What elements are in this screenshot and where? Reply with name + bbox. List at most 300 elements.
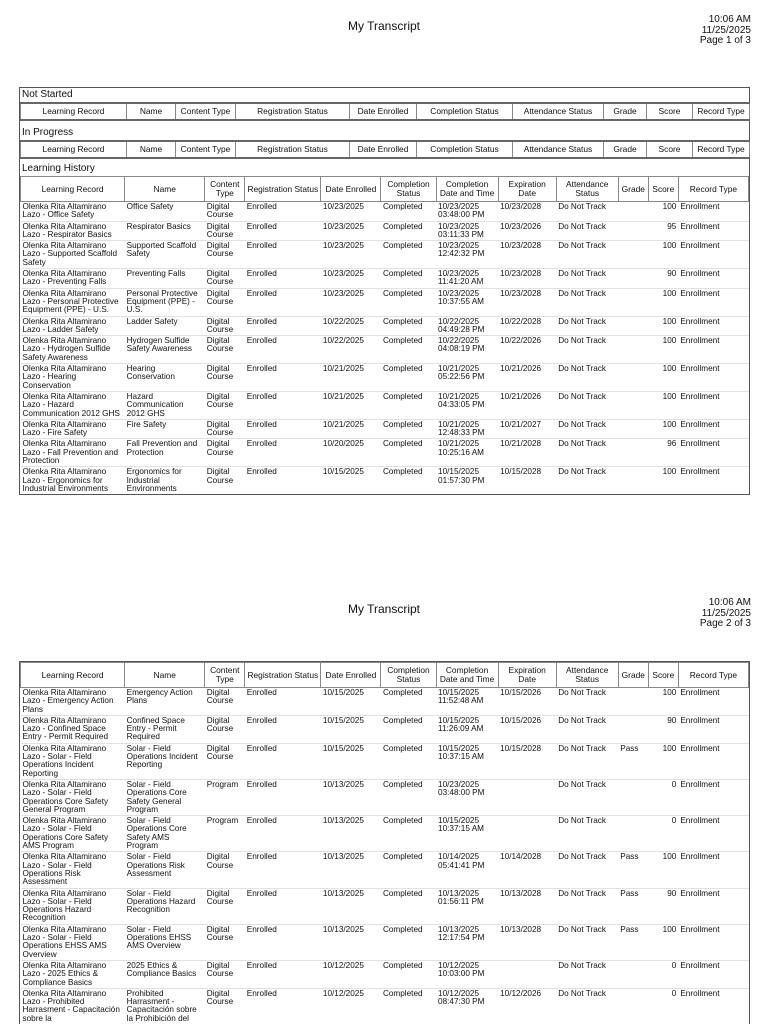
score-cell: 100 xyxy=(648,467,678,494)
header-score[interactable]: Score xyxy=(647,103,693,120)
table-row[interactable] xyxy=(21,419,749,439)
expiration-date-cell: 10/21/2027 xyxy=(498,419,556,439)
expiration-date-cell: 10/15/2028 xyxy=(498,743,556,779)
content-type-cell: Program xyxy=(205,779,245,815)
header-record-type[interactable]: Record Type xyxy=(678,177,748,202)
page-number: Page 2 of 3 xyxy=(699,618,751,629)
date-enrolled-cell: 10/22/2025 xyxy=(321,336,381,364)
completion-status-cell: Completed xyxy=(381,439,436,467)
header-date-enrolled[interactable]: Date Enrolled xyxy=(321,177,381,202)
table-row[interactable] xyxy=(21,221,749,241)
name-cell: Solar - Field Operations EHSS AMS Overview xyxy=(125,924,205,960)
header-learning-record[interactable]: Learning Record xyxy=(21,103,127,120)
content-type-cell: Digital Course xyxy=(205,467,245,494)
grade-cell xyxy=(618,988,648,1024)
date-enrolled-cell: 10/13/2025 xyxy=(321,888,381,924)
learning-record-cell: Olenka Rita Altamirano Lazo - Hydrogen Sulfide Safety Awareness xyxy=(21,336,125,364)
score-cell: 100 xyxy=(648,852,678,888)
date-enrolled-cell: 10/23/2025 xyxy=(321,288,381,316)
table-row[interactable] xyxy=(21,241,749,269)
not-started-table xyxy=(20,102,750,121)
date-enrolled-cell: 10/23/2025 xyxy=(321,202,381,222)
completion-date-cell: 10/23/2025 03:11:33 PM xyxy=(436,221,498,241)
score-cell: 100 xyxy=(648,202,678,222)
header-attendance-status[interactable]: Attendance Status xyxy=(513,141,604,158)
header-record-type[interactable]: Record Type xyxy=(693,141,750,158)
expiration-date-cell: 10/14/2028 xyxy=(498,852,556,888)
attendance-status-cell: Do Not Track xyxy=(556,888,618,924)
registration-status-cell: Enrolled xyxy=(245,988,321,1024)
grade-cell xyxy=(618,241,648,269)
page-meta xyxy=(700,598,751,630)
name-cell: Personal Protective Equipment (PPE) - U.S. xyxy=(125,288,205,316)
grade-cell xyxy=(618,202,648,222)
page-number: Page 1 of 3 xyxy=(699,35,751,46)
registration-status-cell: Enrolled xyxy=(245,816,321,852)
completion-status-cell: Completed xyxy=(381,364,436,392)
record-type-cell: Enrollment xyxy=(678,715,748,743)
completion-date-cell: 10/22/2025 04:08:19 PM xyxy=(436,336,498,364)
record-type-cell: Enrollment xyxy=(678,779,748,815)
content-type-cell: Digital Course xyxy=(205,336,245,364)
score-cell: 90 xyxy=(648,269,678,289)
header-learning-record[interactable]: Learning Record xyxy=(21,177,125,202)
score-cell: 100 xyxy=(648,364,678,392)
table-row[interactable] xyxy=(21,202,749,222)
record-type-cell: Enrollment xyxy=(678,988,748,1024)
score-cell: 0 xyxy=(648,988,678,1024)
name-cell: Hydrogen Sulfide Safety Awareness xyxy=(125,336,205,364)
table-row[interactable] xyxy=(21,852,749,888)
completion-status-cell: Completed xyxy=(381,960,436,988)
completion-status-cell: Completed xyxy=(381,924,436,960)
not-started-header-row xyxy=(21,103,750,120)
content-type-cell: Digital Course xyxy=(205,202,245,222)
header-attendance-status[interactable]: Attendance Status xyxy=(513,103,604,120)
header-registration-status[interactable]: Registration Status xyxy=(236,103,350,120)
score-cell: 100 xyxy=(648,316,678,336)
table-row[interactable] xyxy=(21,888,749,924)
record-type-cell: Enrollment xyxy=(678,688,748,716)
header-learning-record[interactable]: Learning Record xyxy=(21,141,127,158)
header-content-type[interactable]: Content Type xyxy=(205,663,245,688)
content-type-cell: Digital Course xyxy=(205,715,245,743)
registration-status-cell: Enrolled xyxy=(245,364,321,392)
completion-date-cell: 10/13/2025 12:17:54 PM xyxy=(436,924,498,960)
record-type-cell: Enrollment xyxy=(678,467,748,494)
section-learning-history: Learning History xyxy=(22,163,95,174)
score-cell: 100 xyxy=(648,336,678,364)
attendance-status-cell: Do Not Track xyxy=(556,241,618,269)
grade-cell: Pass xyxy=(618,743,648,779)
registration-status-cell: Enrolled xyxy=(245,241,321,269)
content-type-cell: Digital Course xyxy=(205,688,245,716)
content-type-cell: Digital Course xyxy=(205,960,245,988)
content-type-cell: Digital Course xyxy=(205,391,245,419)
completion-date-cell: 10/13/2025 01:56:11 PM xyxy=(436,888,498,924)
content-type-cell: Digital Course xyxy=(205,221,245,241)
name-cell: Hazard Communication 2012 GHS xyxy=(125,391,205,419)
completion-date-cell: 10/15/2025 10:37:15 AM xyxy=(436,743,498,779)
header-content-type[interactable]: Content Type xyxy=(176,103,236,120)
score-cell: 90 xyxy=(648,715,678,743)
header-grade[interactable]: Grade xyxy=(604,141,647,158)
completion-date-cell: 10/23/2025 03:48:00 PM xyxy=(436,779,498,815)
record-type-cell: Enrollment xyxy=(678,960,748,988)
attendance-status-cell: Do Not Track xyxy=(556,391,618,419)
score-cell: 96 xyxy=(648,439,678,467)
header-attendance-status[interactable]: Attendance Status xyxy=(556,177,618,202)
completion-date-cell: 10/12/2025 10:03:00 PM xyxy=(436,960,498,988)
in-progress-header-row xyxy=(21,141,750,158)
name-cell: Solar - Field Operations Core Safety AMS Program xyxy=(125,816,205,852)
learning-record-cell: Olenka Rita Altamirano Lazo - Prohibited Harrasment - Capacitación sobre la xyxy=(21,988,125,1024)
transcript-sections-page-2 xyxy=(19,661,750,1024)
attendance-status-cell: Do Not Track xyxy=(556,316,618,336)
page-1-header xyxy=(0,0,768,60)
header-grade[interactable]: Grade xyxy=(604,103,647,120)
registration-status-cell: Enrolled xyxy=(245,439,321,467)
date-enrolled-cell: 10/23/2025 xyxy=(321,269,381,289)
header-grade[interactable]: Grade xyxy=(618,663,648,688)
date-enrolled-cell: 10/21/2025 xyxy=(321,364,381,392)
completion-status-cell: Completed xyxy=(381,988,436,1024)
name-cell: Supported Scaffold Safety xyxy=(125,241,205,269)
print-date: 11/25/2025 xyxy=(701,24,751,36)
print-date: 11/25/2025 xyxy=(701,607,751,619)
score-cell: 100 xyxy=(648,688,678,716)
expiration-date-cell: 10/23/2028 xyxy=(498,241,556,269)
date-enrolled-cell: 10/15/2025 xyxy=(321,743,381,779)
name-cell: Hearing Conservation xyxy=(125,364,205,392)
table-row[interactable] xyxy=(21,924,749,960)
learning-history-table-continued xyxy=(20,662,749,1024)
page-title: My Transcript xyxy=(347,19,420,33)
date-enrolled-cell: 10/13/2025 xyxy=(321,816,381,852)
name-cell: Solar - Field Operations Incident Reporting xyxy=(125,743,205,779)
expiration-date-cell: 10/21/2028 xyxy=(498,439,556,467)
header-score[interactable]: Score xyxy=(648,177,678,202)
record-type-cell: Enrollment xyxy=(678,316,748,336)
attendance-status-cell: Do Not Track xyxy=(556,202,618,222)
header-record-type[interactable]: Record Type xyxy=(693,103,750,120)
completion-status-cell: Completed xyxy=(381,241,436,269)
learning-record-cell: Olenka Rita Altamirano Lazo - Respirator Basics xyxy=(21,221,125,241)
attendance-status-cell: Do Not Track xyxy=(556,221,618,241)
header-completion-status[interactable]: Completion Status xyxy=(417,141,513,158)
attendance-status-cell: Do Not Track xyxy=(556,816,618,852)
transcript-sections-page-1 xyxy=(19,87,750,495)
grade-cell xyxy=(618,688,648,716)
header-completion-status[interactable]: Completion Status xyxy=(417,103,513,120)
section-in-progress: In Progress xyxy=(22,127,74,138)
content-type-cell: Digital Course xyxy=(205,316,245,336)
completion-status-cell: Completed xyxy=(381,288,436,316)
header-completion-status[interactable]: Completion Status xyxy=(381,177,436,202)
header-date-enrolled[interactable]: Date Enrolled xyxy=(321,663,381,688)
completion-date-cell: 10/15/2025 01:57:30 PM xyxy=(436,467,498,494)
completion-status-cell: Completed xyxy=(381,688,436,716)
record-type-cell: Enrollment xyxy=(678,743,748,779)
date-enrolled-cell: 10/23/2025 xyxy=(321,241,381,269)
header-grade[interactable]: Grade xyxy=(618,177,648,202)
registration-status-cell: Enrolled xyxy=(245,715,321,743)
completion-date-cell: 10/22/2025 04:49:28 PM xyxy=(436,316,498,336)
header-attendance-status[interactable]: Attendance Status xyxy=(556,663,618,688)
completion-status-cell: Completed xyxy=(381,467,436,494)
score-cell: 100 xyxy=(648,288,678,316)
header-name[interactable]: Name xyxy=(127,103,176,120)
completion-status-cell: Completed xyxy=(381,743,436,779)
completion-date-cell: 10/23/2025 10:37:55 AM xyxy=(436,288,498,316)
record-type-cell: Enrollment xyxy=(678,816,748,852)
grade-cell xyxy=(618,715,648,743)
print-time: 10:06 AM xyxy=(708,597,751,608)
record-type-cell: Enrollment xyxy=(678,852,748,888)
grade-cell: Pass xyxy=(618,888,648,924)
expiration-date-cell: 10/21/2026 xyxy=(498,364,556,392)
completion-status-cell: Completed xyxy=(381,202,436,222)
header-learning-record[interactable]: Learning Record xyxy=(21,663,125,688)
name-cell: Fire Safety xyxy=(125,419,205,439)
completion-status-cell: Completed xyxy=(381,816,436,852)
score-cell: 100 xyxy=(648,391,678,419)
name-cell: Ladder Safety xyxy=(125,316,205,336)
table-row[interactable] xyxy=(21,688,749,716)
name-cell: 2025 Ethics & Compliance Basics xyxy=(125,960,205,988)
grade-cell xyxy=(618,391,648,419)
expiration-date-cell: 10/23/2028 xyxy=(498,269,556,289)
header-expiration-date[interactable]: Expiration Date xyxy=(498,663,556,688)
grade-cell xyxy=(618,467,648,494)
date-enrolled-cell: 10/13/2025 xyxy=(321,779,381,815)
score-cell: 95 xyxy=(648,221,678,241)
score-cell: 0 xyxy=(648,960,678,988)
record-type-cell: Enrollment xyxy=(678,924,748,960)
learning-history-header-row xyxy=(21,177,749,202)
table-row[interactable] xyxy=(21,467,749,494)
header-registration-status[interactable]: Registration Status xyxy=(236,141,350,158)
header-record-type[interactable]: Record Type xyxy=(678,663,748,688)
header-name[interactable]: Name xyxy=(125,663,205,688)
completion-status-cell: Completed xyxy=(381,852,436,888)
registration-status-cell: Enrolled xyxy=(245,316,321,336)
header-score[interactable]: Score xyxy=(647,141,693,158)
header-name[interactable]: Name xyxy=(125,177,205,202)
registration-status-cell: Enrolled xyxy=(245,924,321,960)
expiration-date-cell: 10/22/2026 xyxy=(498,336,556,364)
content-type-cell: Digital Course xyxy=(205,439,245,467)
registration-status-cell: Enrolled xyxy=(245,960,321,988)
attendance-status-cell: Do Not Track xyxy=(556,960,618,988)
name-cell: Ergonomics for Industrial Environments xyxy=(125,467,205,494)
learning-record-cell: Olenka Rita Altamirano Lazo - Fire Safety xyxy=(21,419,125,439)
date-enrolled-cell: 10/13/2025 xyxy=(321,852,381,888)
table-row[interactable] xyxy=(21,364,749,392)
table-row[interactable] xyxy=(21,779,749,815)
table-row[interactable] xyxy=(21,336,749,364)
record-type-cell: Enrollment xyxy=(678,336,748,364)
expiration-date-cell: 10/12/2026 xyxy=(498,988,556,1024)
learning-record-cell: Olenka Rita Altamirano Lazo - Solar - Field Operations Hazard Recognition xyxy=(21,888,125,924)
header-completion-date[interactable]: Completion Date and Time xyxy=(436,177,498,202)
section-not-started: Not Started xyxy=(22,89,73,100)
learning-record-cell: Olenka Rita Altamirano Lazo - 2025 Ethics & Compliance Basics xyxy=(21,960,125,988)
learning-record-cell: Olenka Rita Altamirano Lazo - Ladder Safety xyxy=(21,316,125,336)
record-type-cell: Enrollment xyxy=(678,269,748,289)
table-row[interactable] xyxy=(21,439,749,467)
registration-status-cell: Enrolled xyxy=(245,688,321,716)
in-progress-table xyxy=(20,140,750,159)
expiration-date-cell xyxy=(498,816,556,852)
header-expiration-date[interactable]: Expiration Date xyxy=(498,177,556,202)
grade-cell xyxy=(618,288,648,316)
content-type-cell: Digital Course xyxy=(205,269,245,289)
registration-status-cell: Enrolled xyxy=(245,779,321,815)
score-cell: 0 xyxy=(648,816,678,852)
record-type-cell: Enrollment xyxy=(678,391,748,419)
content-type-cell: Digital Course xyxy=(205,743,245,779)
table-row[interactable] xyxy=(21,816,749,852)
name-cell: Fall Prevention and Protection xyxy=(125,439,205,467)
grade-cell xyxy=(618,364,648,392)
completion-date-cell: 10/14/2025 05:41:41 PM xyxy=(436,852,498,888)
completion-date-cell: 10/15/2025 11:52:48 AM xyxy=(436,688,498,716)
expiration-date-cell xyxy=(498,960,556,988)
name-cell: Solar - Field Operations Hazard Recognition xyxy=(125,888,205,924)
attendance-status-cell: Do Not Track xyxy=(556,779,618,815)
grade-cell xyxy=(618,960,648,988)
table-row[interactable] xyxy=(21,743,749,779)
attendance-status-cell: Do Not Track xyxy=(556,364,618,392)
completion-date-cell: 10/23/2025 11:41:20 AM xyxy=(436,269,498,289)
date-enrolled-cell: 10/20/2025 xyxy=(321,439,381,467)
date-enrolled-cell: 10/15/2025 xyxy=(321,467,381,494)
date-enrolled-cell: 10/12/2025 xyxy=(321,960,381,988)
completion-date-cell: 10/21/2025 05:22:56 PM xyxy=(436,364,498,392)
learning-record-cell: Olenka Rita Altamirano Lazo - Hearing Conservation xyxy=(21,364,125,392)
learning-record-cell: Olenka Rita Altamirano Lazo - Hazard Communication 2012 GHS xyxy=(21,391,125,419)
table-row[interactable] xyxy=(21,715,749,743)
score-cell: 100 xyxy=(648,241,678,269)
date-enrolled-cell: 10/15/2025 xyxy=(321,688,381,716)
grade-cell xyxy=(618,269,648,289)
header-score[interactable]: Score xyxy=(648,663,678,688)
learning-record-cell: Olenka Rita Altamirano Lazo - Office Safety xyxy=(21,202,125,222)
name-cell: Preventing Falls xyxy=(125,269,205,289)
header-content-type[interactable]: Content Type xyxy=(205,177,245,202)
expiration-date-cell: 10/15/2028 xyxy=(498,467,556,494)
record-type-cell: Enrollment xyxy=(678,888,748,924)
date-enrolled-cell: 10/21/2025 xyxy=(321,391,381,419)
completion-status-cell: Completed xyxy=(381,336,436,364)
grade-cell: Pass xyxy=(618,852,648,888)
expiration-date-cell: 10/23/2028 xyxy=(498,202,556,222)
date-enrolled-cell: 10/13/2025 xyxy=(321,924,381,960)
completion-date-cell: 10/12/2025 08:47:30 PM xyxy=(436,988,498,1024)
name-cell: Confined Space Entry - Permit Required xyxy=(125,715,205,743)
header-content-type[interactable]: Content Type xyxy=(176,141,236,158)
grade-cell xyxy=(618,316,648,336)
score-cell: 100 xyxy=(648,743,678,779)
attendance-status-cell: Do Not Track xyxy=(556,467,618,494)
header-completion-date[interactable]: Completion Date and Time xyxy=(436,663,498,688)
date-enrolled-cell: 10/23/2025 xyxy=(321,221,381,241)
learning-record-cell: Olenka Rita Altamirano Lazo - Emergency Action Plans xyxy=(21,688,125,716)
content-type-cell: Digital Course xyxy=(205,288,245,316)
page-title: My Transcript xyxy=(347,602,420,616)
date-enrolled-cell: 10/21/2025 xyxy=(321,419,381,439)
completion-date-cell: 10/21/2025 10:25:16 AM xyxy=(436,439,498,467)
grade-cell xyxy=(618,816,648,852)
registration-status-cell: Enrolled xyxy=(245,336,321,364)
attendance-status-cell: Do Not Track xyxy=(556,715,618,743)
completion-status-cell: Completed xyxy=(381,221,436,241)
name-cell: Prohibited Harrasment - Capacitación sobre la Prohibición del xyxy=(125,988,205,1024)
table-row[interactable] xyxy=(21,391,749,419)
header-date-enrolled[interactable]: Date Enrolled xyxy=(350,103,417,120)
completion-status-cell: Completed xyxy=(381,316,436,336)
content-type-cell: Digital Course xyxy=(205,924,245,960)
registration-status-cell: Enrolled xyxy=(245,202,321,222)
registration-status-cell: Enrolled xyxy=(245,288,321,316)
header-date-enrolled[interactable]: Date Enrolled xyxy=(350,141,417,158)
expiration-date-cell: 10/22/2028 xyxy=(498,316,556,336)
date-enrolled-cell: 10/12/2025 xyxy=(321,988,381,1024)
attendance-status-cell: Do Not Track xyxy=(556,852,618,888)
completion-status-cell: Completed xyxy=(381,715,436,743)
table-row[interactable] xyxy=(21,988,749,1024)
learning-record-cell: Olenka Rita Altamirano Lazo - Preventing Falls xyxy=(21,269,125,289)
date-enrolled-cell: 10/22/2025 xyxy=(321,316,381,336)
page-meta xyxy=(700,15,751,47)
registration-status-cell: Enrolled xyxy=(245,221,321,241)
expiration-date-cell: 10/23/2026 xyxy=(498,221,556,241)
attendance-status-cell: Do Not Track xyxy=(556,288,618,316)
table-row[interactable] xyxy=(21,960,749,988)
attendance-status-cell: Do Not Track xyxy=(556,988,618,1024)
header-registration-status[interactable]: Registration Status xyxy=(245,177,321,202)
content-type-cell: Digital Course xyxy=(205,988,245,1024)
content-type-cell: Digital Course xyxy=(205,419,245,439)
name-cell: Emergency Action Plans xyxy=(125,688,205,716)
grade-cell xyxy=(618,336,648,364)
learning-record-cell: Olenka Rita Altamirano Lazo - Solar - Field Operations Risk Assessment xyxy=(21,852,125,888)
print-time: 10:06 AM xyxy=(708,14,751,25)
content-type-cell: Digital Course xyxy=(205,364,245,392)
record-type-cell: Enrollment xyxy=(678,241,748,269)
learning-record-cell: Olenka Rita Altamirano Lazo - Solar - Field Operations Core Safety General Program xyxy=(21,779,125,815)
attendance-status-cell: Do Not Track xyxy=(556,439,618,467)
header-registration-status[interactable]: Registration Status xyxy=(245,663,321,688)
record-type-cell: Enrollment xyxy=(678,288,748,316)
completion-status-cell: Completed xyxy=(381,888,436,924)
attendance-status-cell: Do Not Track xyxy=(556,269,618,289)
header-completion-status[interactable]: Completion Status xyxy=(381,663,436,688)
page-2-header xyxy=(0,583,768,643)
learning-record-cell: Olenka Rita Altamirano Lazo - Solar - Field Operations EHSS AMS Overview xyxy=(21,924,125,960)
completion-date-cell: 10/15/2025 10:37:15 AM xyxy=(436,816,498,852)
registration-status-cell: Enrolled xyxy=(245,467,321,494)
table-row[interactable] xyxy=(21,288,749,316)
completion-status-cell: Completed xyxy=(381,419,436,439)
table-row[interactable] xyxy=(21,316,749,336)
completion-date-cell: 10/15/2025 11:26:09 AM xyxy=(436,715,498,743)
attendance-status-cell: Do Not Track xyxy=(556,743,618,779)
header-name[interactable]: Name xyxy=(127,141,176,158)
table-row[interactable] xyxy=(21,269,749,289)
completion-date-cell: 10/21/2025 04:33:05 PM xyxy=(436,391,498,419)
